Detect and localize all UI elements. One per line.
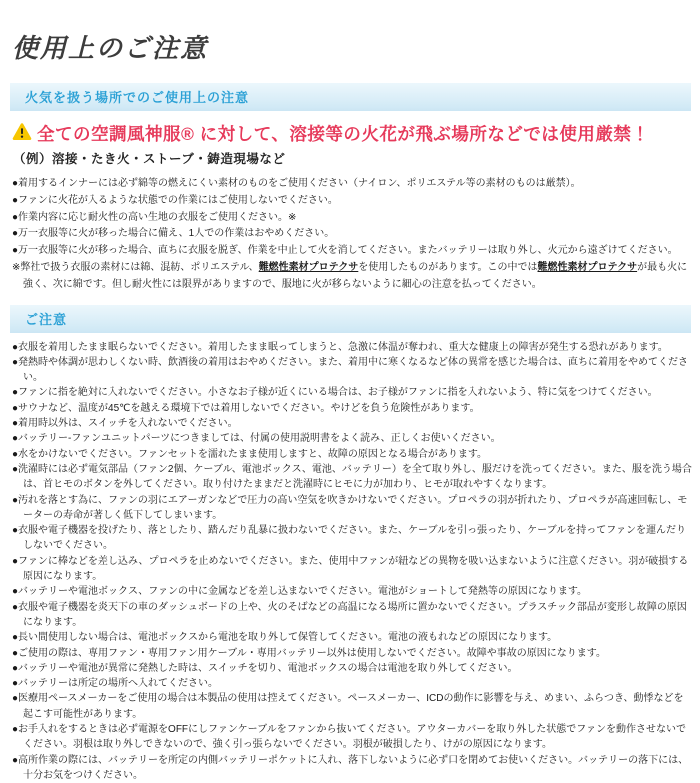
caution-section-header-label: ご注意	[25, 311, 68, 327]
list-item: ●衣服や電子機器を投げたり、落としたり、踏んだり乱暴に扱わないでください。また、ケーブルを引っ張ったり、ケーブルを持ってファンを運んだりしないでください。	[12, 525, 687, 552]
list-item: ●バッテリー-ファンユニットパーツにつきましては、付属の使用説明書をよく読み、正しくお使いください。	[12, 433, 501, 445]
protexa-material-name: 難燃性素材プロテクサ	[537, 261, 638, 273]
list-item: ●医療用ペースメーカーをご使用の場合は本製品の使用は控えてください。ペースメーカー、ICDの動作に影響を与え、めまい、ふらつき、動悸などを起こす可能性があります。	[12, 693, 684, 720]
fabric-material-footnote	[12, 260, 692, 294]
fire-precaution-list	[12, 176, 692, 294]
list-item: ●万一衣服等に火が移った場合、直ちに衣服を脱ぎ、作業を中止して火を消してください。またバッテリーは取り外し、火元から遠ざけてください。	[12, 245, 678, 257]
list-item: ●衣服を着用したまま眠らないでください。着用したまま眠ってしまうと、急激に体温が奪われ、重大な健康上の障害が発生する恐れがあります。	[12, 341, 668, 353]
list-item: ●作業内容に応じ耐火性の高い生地の衣服をご使用ください。※	[12, 211, 297, 223]
list-item: ●バッテリーや電池ボックス、ファンの中に金属などを差し込まないでください。電池がショートして発熱等の原因になります。	[12, 586, 588, 598]
list-item: ●発熱時や体調が思わしくない時、飲酒後の着用はおやめください。また、着用中に寒くなるなど体の異常を感じた場合は、直ちに着用をやめてください。	[12, 356, 689, 384]
page-title: 使用上のご注意	[12, 33, 209, 63]
list-item: ●ご使用の際は、専用ファン・専用ファン用ケーブル・専用バッテリー以外は使用しないでください。故障や事故の原因になります。	[12, 647, 606, 659]
protexa-material-name: 難燃性素材プロテクサ	[258, 261, 359, 273]
list-item: ●バッテリーは所定の場所へ入れてください。	[12, 678, 219, 690]
fire-warning-example: （例）溶接・たき火・ストーブ・鋳造現場など	[13, 152, 286, 166]
list-item: ●お手入れをするときは必ず電源をOFFにしファンケーブルをファンから抜いてください。アウターカバーを取り外した状態でファンを動作させないでください。羽根は取り外しできないので、強く引っ張らないでください。羽根が破損したり、けがの原因になります。	[12, 724, 687, 751]
general-caution-list	[12, 340, 692, 783]
list-item: ●着用するインナーには必ず綿等の燃えにくい素材のものをご使用ください（ナイロン、ポリエステル等の素材のものは厳禁）。	[12, 178, 581, 189]
footnote-segment: ※弊社で扱う衣服の素材には綿、混紡、ポリエステル、	[12, 261, 259, 273]
fire-warning-row	[12, 121, 700, 146]
list-item: ●万一衣服等に火が移った場合に備え、1人での作業はおやめください。	[12, 228, 335, 240]
caution-section-header	[10, 305, 691, 333]
fire-section-header	[10, 83, 691, 111]
list-item: ●ファンに棒などを差し込み、プロペラを止めないでください。また、使用中ファンが紐などの異物を吸い込まないように注意ください。羽が破損する原因になります。	[12, 555, 689, 583]
list-item: ●ファンに火花が入るような状態での作業にはご使用しないでください。	[12, 194, 338, 206]
list-item: ●長い間使用しない場合は、電池ボックスから電池を取り外して保管してください。電池の液もれなどの原因になります。	[12, 632, 558, 644]
list-item: ●サウナなど、温度が45℃を越える環境下では着用しないでください。やけどを負う危険性があります。	[12, 402, 480, 414]
list-item: ●バッテリーや電池が異常に発熱した時は、スイッチを切り、電池ボックスの場合は電池を取り外してください。	[12, 662, 518, 674]
list-item: ●衣服や電子機器を炎天下の車のダッシュボードの上や、火のそばなどの高温になる場所に置かないでください。プラスチック部品が変形し故障の原因になります。	[12, 601, 687, 628]
fire-section-header-label: 火気を扱う場所でのご使用上の注意	[25, 90, 250, 105]
fire-warning-text: 全ての空調風神服® に対して、溶接等の火花が飛ぶ場所などでは使用厳禁！	[37, 124, 650, 144]
list-item: ●ファンに指を絶対に入れないでください。小さなお子様が近くにいる場合は、お子様がファンに指を入れないよう、特に気をつけてください。	[12, 387, 658, 399]
footnote-segment: を使用したものがあります。この中では	[358, 261, 538, 273]
list-item: ●水をかけないでください。ファンセットを濡れたまま使用しますと、故障の原因となる場合があります。	[12, 448, 488, 460]
list-item: ●高所作業の際には、バッテリーを所定の内側バッテリーポケットに入れ、落下しないように必ず口を閉めてお使いください。バッテリーの落下には、十分お気をつけください。	[12, 754, 689, 781]
footnote-segment: が最も火に強く、次に綿です。但し耐火性には限界がありますので、服地に火が移らないように細心の注意を払ってください。	[23, 261, 688, 290]
warning-triangle-icon	[12, 122, 32, 146]
list-item: ●汚れを落とす為に、ファンの羽にエアーガンなどで圧力の高い空気を吹きかけないでください。プロペラの羽が折れたり、プロペラが高速回転し、モーターの寿命が著しく低下してしまいます。	[12, 494, 688, 521]
list-item: ●着用時以外は、スイッチを入れないでください。	[12, 418, 238, 430]
list-item: ●洗濯時には必ず電気部品（ファン2個、ケーブル、電池ボックス、電池、バッテリー）を全て取り外し、服だけを洗ってください。また、服を洗う場合は、首ヒモのボタンを外してください。取り付けたままだと洗濯時にヒモに力が加わり、ヒモが取れやすくなります。	[12, 463, 692, 491]
